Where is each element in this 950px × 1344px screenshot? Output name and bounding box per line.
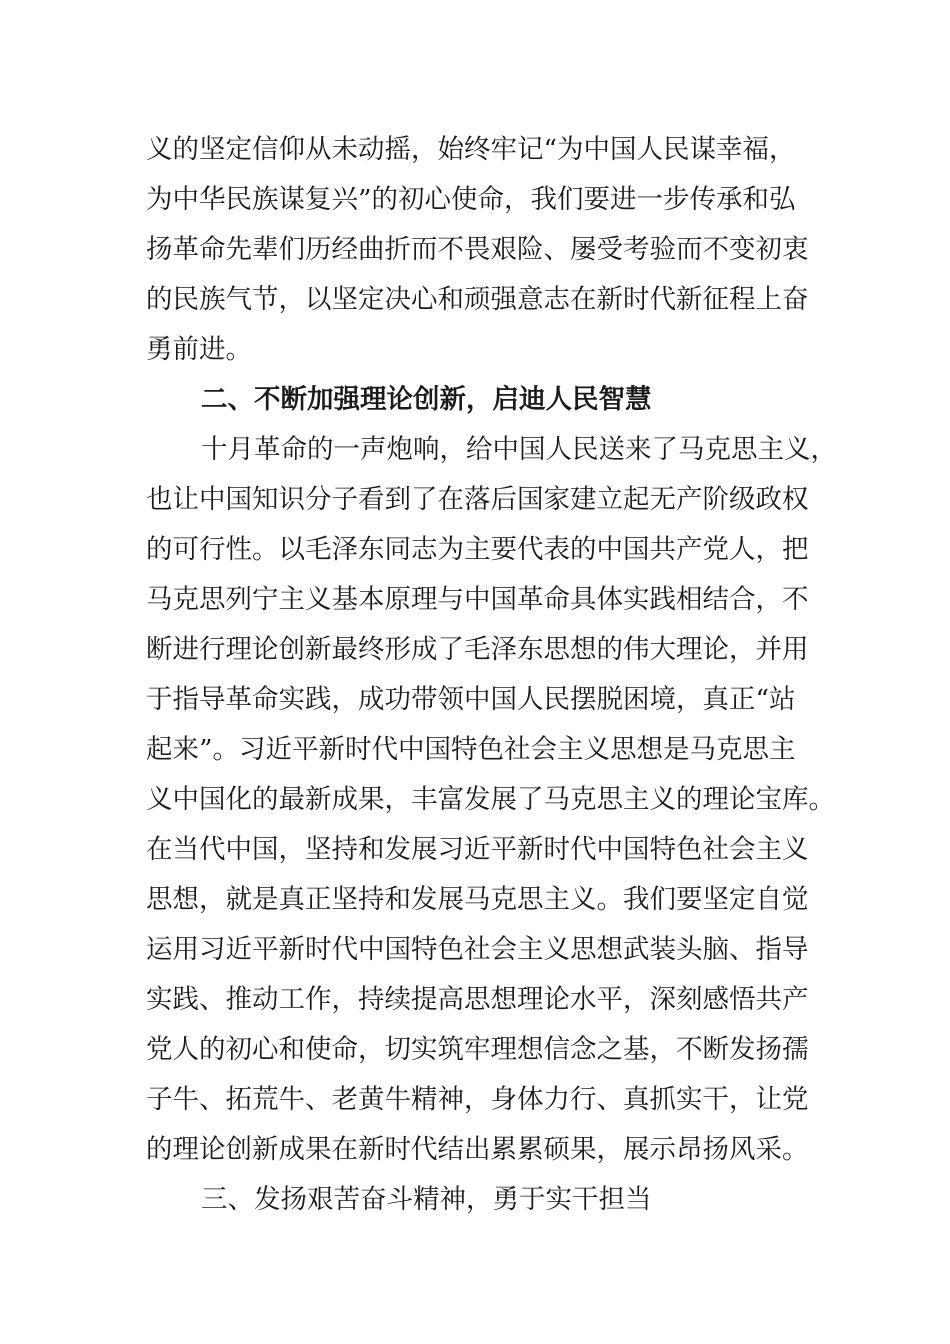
paragraph-line: 党人的初心和使命，切实筑牢理想信念之基，不断发扬孺	[146, 1034, 809, 1065]
paragraph-line: 子牛、拓荒牛、老黄牛精神，身体力行、真抓实干，让党	[146, 1084, 809, 1115]
paragraph-line: 义的坚定信仰从未动摇，始终牢记“为中国人民谋幸福，	[146, 134, 796, 165]
section-heading: 二、不断加强理论创新，启迪人民智慧	[201, 384, 652, 415]
paragraph-line: 的可行性。以毛泽东同志为主要代表的中国共产党人，把	[146, 534, 809, 565]
paragraph-line: 在当代中国，坚持和发展习近平新时代中国特色社会主义	[146, 834, 809, 865]
paragraph-line: 断进行理论创新最终形成了毛泽东思想的伟大理论，并用	[146, 634, 809, 665]
paragraph-line: 勇前进。	[146, 334, 252, 365]
paragraph-line: 的民族气节，以坚定决心和顽强意志在新时代新征程上奋	[146, 284, 809, 315]
paragraph-line: 的理论创新成果在新时代结出累累硕果，展示昂扬风采。	[146, 1134, 809, 1165]
paragraph-line: 于指导革命实践，成功带领中国人民摆脱困境，真正“站	[146, 684, 796, 715]
paragraph-line: 马克思列宁主义基本原理与中国革命具体实践相结合，不	[146, 584, 809, 615]
paragraph-line: 运用习近平新时代中国特色社会主义思想武装头脑、指导	[146, 934, 809, 965]
paragraph-line: 也让中国知识分子看到了在落后国家建立起无产阶级政权	[146, 484, 809, 515]
section-heading: 三、发扬艰苦奋斗精神，勇于实干担当	[201, 1184, 652, 1215]
paragraph-line: 扬革命先辈们历经曲折而不畏艰险、屡受考验而不变初衷	[146, 234, 809, 265]
paragraph-line: 起来”。习近平新时代中国特色社会主义思想是马克思主	[146, 734, 796, 765]
paragraph-line: 义中国化的最新成果，丰富发展了马克思主义的理论宝库。	[146, 784, 835, 815]
paragraph-line: 十月革命的一声炮响，给中国人民送来了马克思主义，	[201, 434, 837, 465]
paragraph-line: 实践、推动工作，持续提高思想理论水平，深刻感悟共产	[146, 984, 809, 1015]
paragraph-line: 为中华民族谋复兴”的初心使命，我们要进一步传承和弘	[146, 184, 796, 215]
paragraph-line: 思想，就是真正坚持和发展马克思主义。我们要坚定自觉	[146, 884, 809, 915]
